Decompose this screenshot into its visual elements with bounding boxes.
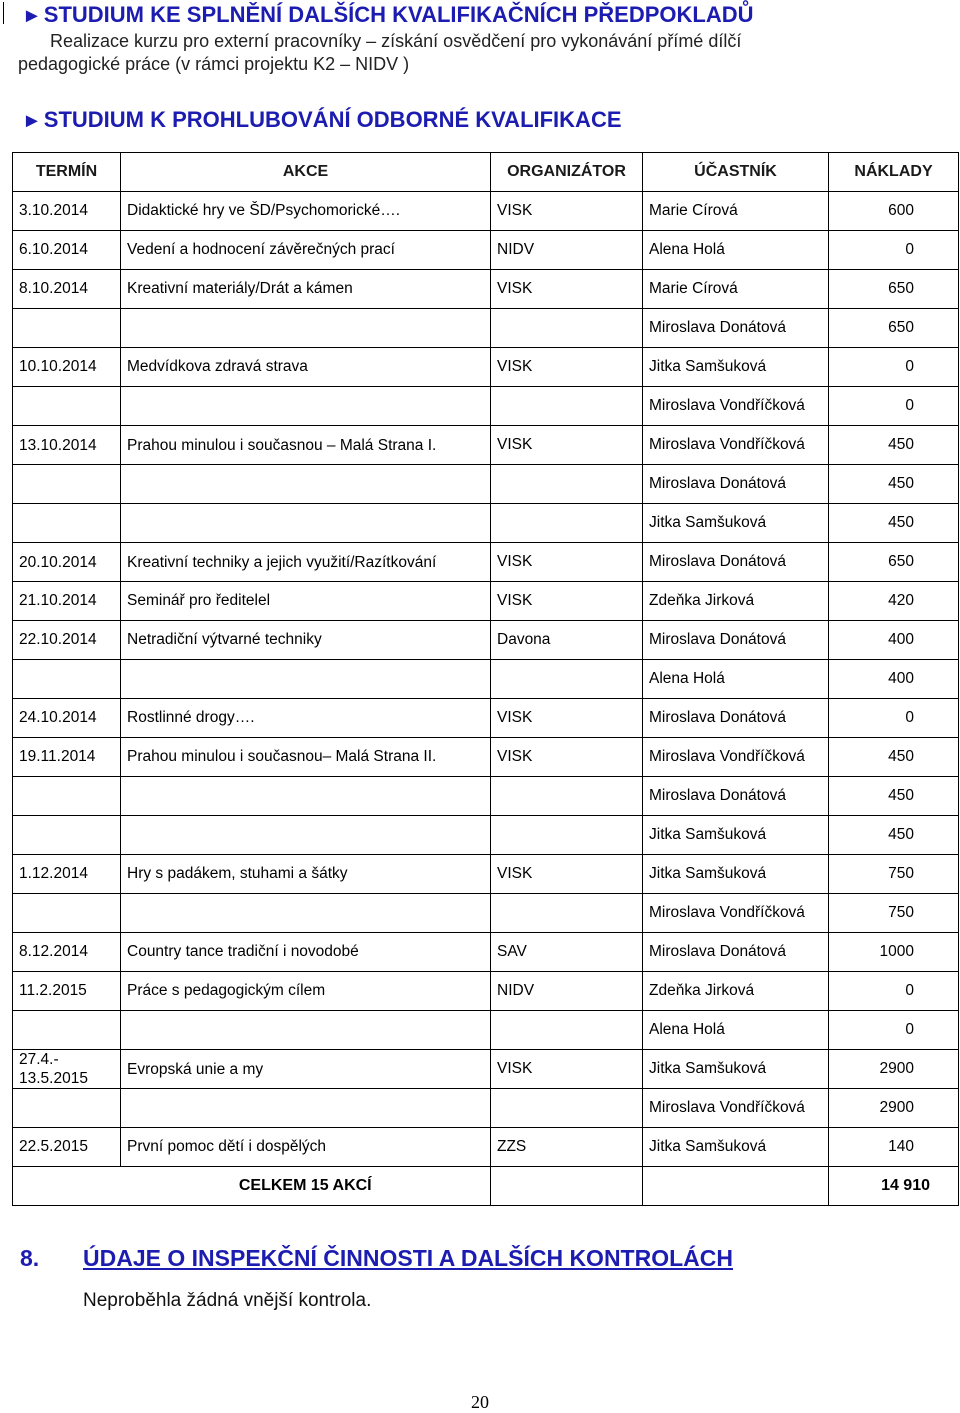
cell-event <box>121 387 491 426</box>
table-body <box>13 192 959 1167</box>
cell-cost: 0 <box>829 1011 959 1050</box>
cell-participant: Jitka Samšuková <box>643 504 829 543</box>
triangle-marker-icon: ► <box>22 5 42 27</box>
cell-organizer: VISK <box>491 699 643 738</box>
cell-cost: 0 <box>829 699 959 738</box>
cell-organizer: NIDV <box>491 231 643 270</box>
table-row <box>13 621 959 660</box>
cell-organizer: VISK <box>491 348 643 387</box>
cell-cost: 750 <box>829 855 959 894</box>
table-row <box>13 504 959 543</box>
cell-organizer: VISK <box>491 582 643 621</box>
cell-event: Seminář pro ředitelel <box>121 582 491 621</box>
cell-date: 3.10.2014 <box>13 192 121 231</box>
table-row <box>13 192 959 231</box>
cell-cost: 750 <box>829 894 959 933</box>
total-value: 14 910 <box>829 1167 959 1206</box>
cell-cost: 450 <box>829 777 959 816</box>
table-row <box>13 543 959 582</box>
cell-participant: Jitka Samšuková <box>643 1128 829 1167</box>
cell-participant: Miroslava Vondříčková <box>643 738 829 777</box>
courses-table <box>12 152 959 1206</box>
cell-organizer: Davona <box>491 621 643 660</box>
cell-participant: Jitka Samšuková <box>643 348 829 387</box>
cell-cost: 420 <box>829 582 959 621</box>
table-row <box>13 426 959 465</box>
cell-organizer <box>491 1089 643 1128</box>
heading-text: STUDIUM KE SPLNĚNÍ DALŠÍCH KVALIFIKAČNÍCH PŘEDPOKLADŮ <box>43 2 754 27</box>
section-title: ÚDAJE O INSPEKČNÍ ČINNOSTI A DALŠÍCH KONTROLÁCH <box>83 1245 733 1271</box>
cell-event: Hry s padákem, stuhami a šátky <box>121 855 491 894</box>
cell-event: Evropská unie a my <box>121 1050 491 1089</box>
page-number: 20 <box>471 1392 489 1412</box>
cell-cost: 2900 <box>829 1050 959 1089</box>
cell-participant: Miroslava Donátová <box>643 621 829 660</box>
total-label: CELKEM 15 AKCÍ <box>121 1167 491 1206</box>
cell-cost: 450 <box>829 738 959 777</box>
table-row <box>13 309 959 348</box>
cell-date <box>13 309 121 348</box>
table-row <box>13 816 959 855</box>
cell-date <box>13 387 121 426</box>
cell-date: 22.10.2014 <box>13 621 121 660</box>
cell-cost: 650 <box>829 270 959 309</box>
header-cell: NÁKLADY <box>829 153 959 192</box>
section-8-heading <box>20 1245 733 1272</box>
cell-participant: Zdeňka Jirková <box>643 582 829 621</box>
cell-organizer <box>491 1011 643 1050</box>
table-row <box>13 582 959 621</box>
header-cell: ÚČASTNÍK <box>643 153 829 192</box>
cell-event: Didaktické hry ve ŠD/Psychomorické…. <box>121 192 491 231</box>
cell-date: 8.10.2014 <box>13 270 121 309</box>
cell-participant: Miroslava Vondříčková <box>643 894 829 933</box>
cell-event: Kreativní materiály/Drát a kámen <box>121 270 491 309</box>
cell-date: 13.10.2014 <box>13 426 121 465</box>
cell-participant: Miroslava Donátová <box>643 309 829 348</box>
cell-organizer <box>491 660 643 699</box>
cell-event: Prahou minulou i současnou– Malá Strana II. <box>121 738 491 777</box>
cell-event <box>121 504 491 543</box>
heading-deepening-qualification <box>22 107 622 133</box>
cell-event: Vedení a hodnocení závěrečných prací <box>121 231 491 270</box>
total-empty-cell <box>13 1167 121 1206</box>
cell-cost: 450 <box>829 426 959 465</box>
total-empty-cell <box>643 1167 829 1206</box>
cell-participant: Jitka Samšuková <box>643 816 829 855</box>
header-cell: ORGANIZÁTOR <box>491 153 643 192</box>
cell-cost: 650 <box>829 543 959 582</box>
cell-participant: Miroslava Donátová <box>643 777 829 816</box>
table-row <box>13 894 959 933</box>
cell-date <box>13 777 121 816</box>
cell-date: 24.10.2014 <box>13 699 121 738</box>
cell-cost: 400 <box>829 660 959 699</box>
cell-participant: Miroslava Vondříčková <box>643 1089 829 1128</box>
cell-participant: Jitka Samšuková <box>643 855 829 894</box>
table-row <box>13 270 959 309</box>
cell-event: Kreativní techniky a jejich využití/Razítkování <box>121 543 491 582</box>
cell-organizer <box>491 504 643 543</box>
cell-organizer <box>491 465 643 504</box>
cell-participant: Miroslava Donátová <box>643 933 829 972</box>
cell-date <box>13 660 121 699</box>
table-row <box>13 699 959 738</box>
cell-organizer <box>491 816 643 855</box>
header-cell: AKCE <box>121 153 491 192</box>
cell-event <box>121 1011 491 1050</box>
table-row <box>13 1011 959 1050</box>
cell-event: Prahou minulou i současnou – Malá Strana I. <box>121 426 491 465</box>
cell-organizer: VISK <box>491 855 643 894</box>
cell-organizer: VISK <box>491 426 643 465</box>
table-row <box>13 855 959 894</box>
subtitle-paragraph <box>18 30 742 76</box>
cell-date <box>13 816 121 855</box>
cell-cost: 0 <box>829 972 959 1011</box>
subtitle-line-2: pedagogické práce (v rámci projektu K2 – NIDV ) <box>18 54 410 74</box>
cell-participant: Alena Holá <box>643 231 829 270</box>
cell-participant: Alena Holá <box>643 660 829 699</box>
cell-date <box>13 504 121 543</box>
cell-participant: Miroslava Vondříčková <box>643 387 829 426</box>
text-cursor <box>3 2 4 24</box>
table-row <box>13 1089 959 1128</box>
cell-cost: 400 <box>829 621 959 660</box>
subtitle-line-1: Realizace kurzu pro externí pracovníky – získání osvědčení pro vykonávání přímé dílčí <box>50 31 742 51</box>
cell-organizer <box>491 387 643 426</box>
cell-organizer: ZZS <box>491 1128 643 1167</box>
cell-organizer: VISK <box>491 738 643 777</box>
cell-organizer: NIDV <box>491 972 643 1011</box>
cell-date: 8.12.2014 <box>13 933 121 972</box>
table-row <box>13 348 959 387</box>
cell-organizer <box>491 777 643 816</box>
table-row <box>13 465 959 504</box>
cell-organizer: VISK <box>491 270 643 309</box>
section-8-text: Neproběhla žádná vnější kontrola. <box>83 1290 372 1311</box>
cell-event: Rostlinné drogy…. <box>121 699 491 738</box>
table-row <box>13 738 959 777</box>
cell-event: Country tance tradiční i novodobé <box>121 933 491 972</box>
cell-cost: 600 <box>829 192 959 231</box>
cell-event <box>121 465 491 504</box>
table-total-row <box>13 1167 959 1206</box>
heading-further-qualification <box>22 2 754 28</box>
table-row <box>13 933 959 972</box>
cell-event: Práce s pedagogickým cílem <box>121 972 491 1011</box>
cell-date <box>13 894 121 933</box>
triangle-marker-icon: ► <box>22 110 42 132</box>
cell-event: Netradiční výtvarné techniky <box>121 621 491 660</box>
table-row <box>13 1050 959 1089</box>
table-row <box>13 972 959 1011</box>
cell-date: 6.10.2014 <box>13 231 121 270</box>
cell-cost: 0 <box>829 387 959 426</box>
cell-event: Medvídkova zdravá strava <box>121 348 491 387</box>
cell-participant: Marie Círová <box>643 270 829 309</box>
cell-event: První pomoc dětí i dospělých <box>121 1128 491 1167</box>
cell-participant: Jitka Samšuková <box>643 1050 829 1089</box>
cell-cost: 450 <box>829 465 959 504</box>
cell-participant: Zdeňka Jirková <box>643 972 829 1011</box>
section-number: 8. <box>20 1245 40 1271</box>
heading-text: STUDIUM K PROHLUBOVÁNÍ ODBORNÉ KVALIFIKACE <box>43 107 622 132</box>
cell-date <box>13 465 121 504</box>
cell-date: 21.10.2014 <box>13 582 121 621</box>
cell-cost: 0 <box>829 348 959 387</box>
cell-event <box>121 660 491 699</box>
cell-cost: 2900 <box>829 1089 959 1128</box>
cell-cost: 0 <box>829 231 959 270</box>
cell-cost: 650 <box>829 309 959 348</box>
cell-organizer: SAV <box>491 933 643 972</box>
cell-cost: 450 <box>829 816 959 855</box>
cell-date: 27.4.- 13.5.2015 <box>13 1050 121 1089</box>
cell-date: 10.10.2014 <box>13 348 121 387</box>
cell-event <box>121 1089 491 1128</box>
cell-event <box>121 894 491 933</box>
cell-date: 1.12.2014 <box>13 855 121 894</box>
cell-participant: Miroslava Vondříčková <box>643 426 829 465</box>
table-row <box>13 660 959 699</box>
cell-participant: Miroslava Donátová <box>643 465 829 504</box>
cell-organizer: VISK <box>491 192 643 231</box>
table-row <box>13 231 959 270</box>
cell-date <box>13 1089 121 1128</box>
cell-participant: Miroslava Donátová <box>643 543 829 582</box>
table-header-row <box>13 153 959 192</box>
total-empty-cell <box>491 1167 643 1206</box>
cell-cost: 450 <box>829 504 959 543</box>
cell-organizer <box>491 309 643 348</box>
cell-participant: Miroslava Donátová <box>643 699 829 738</box>
cell-event <box>121 309 491 348</box>
cell-date <box>13 1011 121 1050</box>
table-row <box>13 1128 959 1167</box>
cell-event <box>121 777 491 816</box>
header-cell: TERMÍN <box>13 153 121 192</box>
table-row <box>13 777 959 816</box>
cell-organizer: VISK <box>491 543 643 582</box>
table-row <box>13 387 959 426</box>
cell-participant: Alena Holá <box>643 1011 829 1050</box>
cell-date: 20.10.2014 <box>13 543 121 582</box>
cell-participant: Marie Círová <box>643 192 829 231</box>
cell-cost: 140 <box>829 1128 959 1167</box>
cell-organizer: VISK <box>491 1050 643 1089</box>
cell-date: 19.11.2014 <box>13 738 121 777</box>
cell-event <box>121 816 491 855</box>
cell-date: 22.5.2015 <box>13 1128 121 1167</box>
cell-cost: 1000 <box>829 933 959 972</box>
cell-organizer <box>491 894 643 933</box>
cell-date: 11.2.2015 <box>13 972 121 1011</box>
